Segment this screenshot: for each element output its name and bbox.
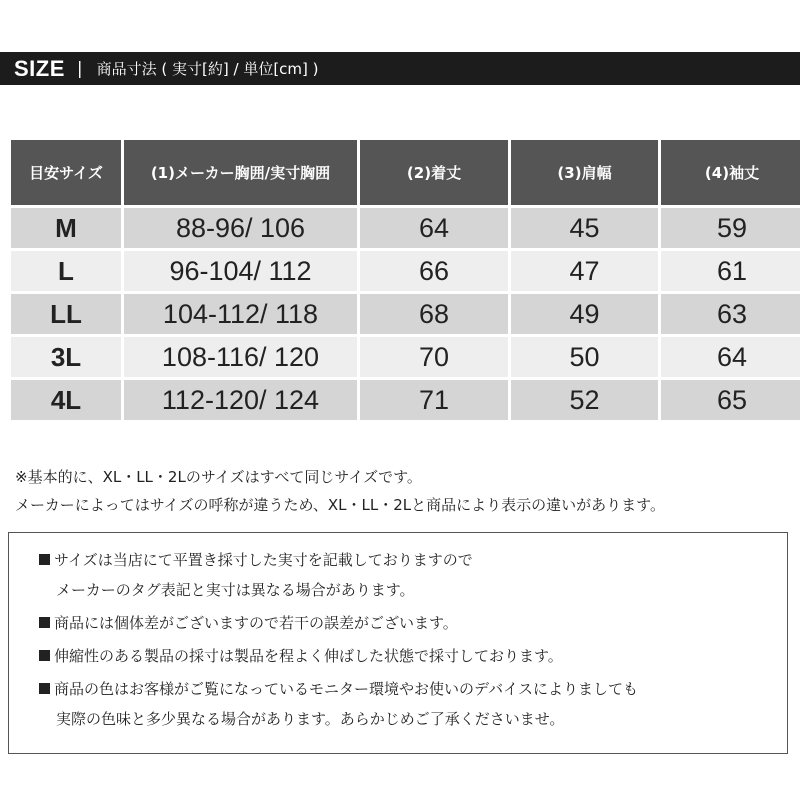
cell-sleeve: 59 — [661, 208, 800, 248]
cell-shoulder: 49 — [511, 294, 658, 334]
note-line: ※基本的に、XL・LL・2Lのサイズはすべて同じサイズです。 — [15, 468, 422, 486]
header-size: 目安サイズ — [11, 140, 121, 205]
header-sleeve: (4)袖丈 — [661, 140, 800, 205]
cell-length: 66 — [360, 251, 508, 291]
cell-size: 4L — [11, 380, 121, 420]
cell-length: 64 — [360, 208, 508, 248]
heading-subtitle: 商品寸法 ( 実寸[約] / 単位[cm] ) — [96, 60, 319, 78]
cell-chest: 88-96/ 106 — [124, 208, 357, 248]
table-header-row — [11, 140, 800, 205]
section-header-bar — [0, 52, 800, 85]
info-text: 伸縮性のある製品の採寸は製品を程よく伸ばした状態で採寸しております。 — [54, 647, 563, 665]
info-item — [39, 674, 787, 704]
info-text: メーカーのタグ表記と実寸は異なる場合があります。 — [56, 581, 415, 599]
info-item-continued — [39, 575, 787, 605]
cell-shoulder: 47 — [511, 251, 658, 291]
cell-chest: 108-116/ 120 — [124, 337, 357, 377]
cell-chest: 96-104/ 112 — [124, 251, 357, 291]
table-row — [11, 337, 800, 377]
size-notes — [15, 463, 665, 519]
info-text: サイズは当店にて平置き採寸した実寸を記載しておりますので — [54, 551, 473, 569]
heading-separator: | — [76, 58, 83, 79]
cell-shoulder: 52 — [511, 380, 658, 420]
size-heading: SIZE — [14, 55, 65, 81]
header-shoulder: (3)肩幅 — [511, 140, 658, 205]
table-row — [11, 251, 800, 291]
cell-size: 3L — [11, 337, 121, 377]
cell-size: M — [11, 208, 121, 248]
info-item — [39, 608, 787, 638]
size-table — [8, 137, 800, 423]
cell-chest: 112-120/ 124 — [124, 380, 357, 420]
note-line: メーカーによってはサイズの呼称が違うため、XL・LL・2Lと商品により表示の違いがあります。 — [15, 496, 665, 514]
cell-length: 68 — [360, 294, 508, 334]
header-length: (2)着丈 — [360, 140, 508, 205]
cell-length: 70 — [360, 337, 508, 377]
info-item — [39, 641, 787, 671]
square-bullet-icon — [39, 554, 50, 565]
cell-length: 71 — [360, 380, 508, 420]
info-item-continued — [39, 704, 787, 734]
square-bullet-icon — [39, 617, 50, 628]
info-box — [8, 532, 788, 754]
cell-shoulder: 45 — [511, 208, 658, 248]
cell-size: L — [11, 251, 121, 291]
info-text: 商品には個体差がございますので若干の誤差がございます。 — [54, 614, 458, 632]
cell-shoulder: 50 — [511, 337, 658, 377]
info-text: 商品の色はお客様がご覧になっているモニター環境やお使いのデバイスによりましても — [54, 680, 638, 698]
table-row — [11, 380, 800, 420]
table-row — [11, 294, 800, 334]
cell-sleeve: 64 — [661, 337, 800, 377]
cell-sleeve: 61 — [661, 251, 800, 291]
square-bullet-icon — [39, 650, 50, 661]
info-item — [39, 545, 787, 575]
square-bullet-icon — [39, 683, 50, 694]
cell-size: LL — [11, 294, 121, 334]
header-chest: (1)メーカー胸囲/実寸胸囲 — [124, 140, 357, 205]
cell-sleeve: 65 — [661, 380, 800, 420]
cell-chest: 104-112/ 118 — [124, 294, 357, 334]
cell-sleeve: 63 — [661, 294, 800, 334]
table-row — [11, 208, 800, 248]
info-text: 実際の色味と多少異なる場合があります。あらかじめご了承くださいませ。 — [56, 710, 565, 728]
